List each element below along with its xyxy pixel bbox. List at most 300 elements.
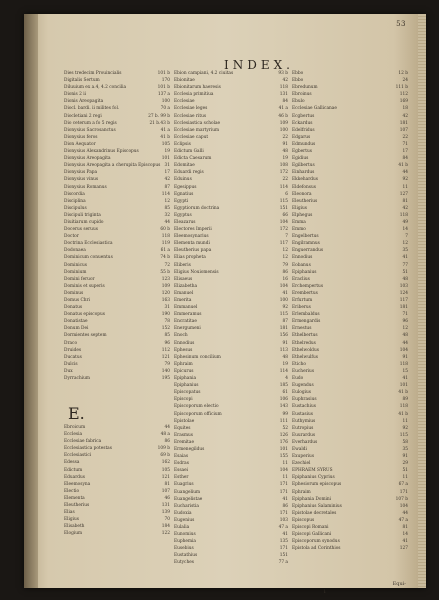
index-entry — [174, 226, 290, 233]
index-entry — [64, 481, 172, 488]
entry-term: Diocletiani 2 regi — [64, 113, 102, 119]
entry-reference: 32 — [164, 212, 170, 218]
entry-term: Dio ceterum a fo 5 regis — [64, 120, 117, 126]
entry-reference: 29 — [402, 461, 408, 467]
entry-term: Epiphanius Cyprius — [292, 475, 335, 481]
index-entry — [292, 538, 410, 545]
index-entry — [292, 134, 410, 141]
entry-reference: 118 — [161, 234, 170, 240]
index-entry — [292, 141, 410, 148]
entry-reference: 101 — [399, 383, 408, 389]
index-entry — [174, 148, 290, 155]
entry-reference: 71 — [402, 141, 408, 147]
entry-reference: 17 — [402, 149, 408, 155]
entry-term: Eraclius — [292, 276, 310, 282]
entry-reference: 152 — [161, 326, 170, 332]
entry-reference: 41 a — [278, 106, 288, 112]
index-entry — [64, 375, 172, 382]
entry-reference: 190 — [161, 312, 170, 318]
index-entry — [174, 127, 290, 134]
entry-term: Dionis Areopagita — [64, 99, 104, 105]
entry-term: Ezechiel — [292, 461, 311, 467]
index-entry — [174, 254, 290, 261]
entry-term: Eldefonsus — [292, 184, 316, 190]
index-entry — [174, 311, 290, 318]
entry-term: Ephesiorum episcopus — [292, 482, 342, 488]
entry-term: Dionysius Papa — [64, 170, 98, 176]
page-edge — [418, 14, 426, 588]
index-entry — [64, 438, 172, 445]
entry-term: Eleemosyna — [64, 481, 91, 487]
entry-reference: 58 — [402, 439, 408, 445]
index-entry — [174, 269, 290, 276]
index-entry — [292, 226, 410, 233]
index-entry — [64, 184, 172, 191]
index-entry — [64, 297, 172, 304]
index-entry — [292, 162, 410, 169]
index-entry — [64, 169, 172, 176]
entry-term: Eustachius — [292, 404, 316, 410]
entry-reference: 105 — [161, 467, 170, 473]
entry-reference: 84 — [402, 156, 408, 162]
index-entry — [64, 488, 172, 495]
index-entry — [174, 155, 290, 162]
index-entry — [174, 212, 290, 219]
index-entry — [174, 191, 290, 198]
entry-term: Eugenius — [174, 517, 195, 523]
entry-reference: 92 — [402, 425, 408, 431]
entry-reference: 172 — [279, 170, 288, 176]
index-entry — [64, 467, 172, 474]
index-entry — [64, 134, 172, 141]
entry-reference: 91 — [282, 141, 288, 147]
index-entry — [174, 453, 290, 460]
entry-reference: 11 — [282, 461, 288, 467]
entry-reference: 89 — [402, 397, 408, 403]
entry-reference: 181 — [399, 120, 408, 126]
index-entry — [64, 311, 172, 318]
index-entry — [174, 432, 290, 439]
entry-term: Erchempertus — [292, 283, 324, 289]
entry-reference: 69 b — [160, 453, 170, 459]
entry-reference: 60 b — [160, 227, 170, 233]
entry-reference: 109 — [161, 283, 170, 289]
entry-reference: 101 — [279, 446, 288, 452]
entry-reference: 118 — [399, 212, 408, 218]
entry-reference: 72 — [164, 262, 170, 268]
index-entry — [292, 453, 410, 460]
entry-term: Ebbo — [292, 78, 304, 84]
entry-term: Eclipsis — [174, 141, 191, 147]
index-entry — [292, 389, 410, 396]
entry-term: Esdras — [174, 461, 189, 467]
entry-reference: 77 a — [278, 560, 288, 566]
entry-reference: 66 — [282, 212, 288, 218]
index-entry — [174, 283, 290, 290]
index-entry — [64, 452, 172, 459]
index-entry — [174, 474, 290, 481]
entry-reference: 11 — [402, 184, 408, 190]
entry-term: Elias propheta — [174, 255, 206, 261]
entry-reference: 115 — [279, 312, 288, 318]
entry-reference: 41 a — [160, 127, 170, 133]
entry-reference: 31 — [164, 305, 170, 311]
index-entry — [292, 396, 410, 403]
index-entry — [292, 418, 410, 425]
entry-term: Ethelbertus — [292, 333, 318, 339]
entry-reference: 31 — [164, 163, 170, 169]
entry-reference: 41 b — [398, 390, 408, 396]
entry-term: Egyptiorum doctrina — [174, 205, 220, 211]
index-entry — [292, 361, 410, 368]
entry-term: Ecclesiastici — [64, 453, 92, 459]
entry-term: Epiphanius — [174, 383, 199, 389]
entry-term: Eusebius — [174, 546, 194, 552]
entry-reference: 171 — [279, 510, 288, 516]
entry-term: Eucharistia — [174, 503, 199, 509]
entry-reference: 19 — [282, 156, 288, 162]
index-entry — [64, 474, 172, 481]
entry-reference: 48 a — [160, 432, 170, 438]
entry-term: Emmeramus — [174, 312, 202, 318]
entry-term: Eustathius — [174, 553, 198, 559]
catchword: Equi- — [392, 581, 406, 587]
entry-reference: 112 — [399, 92, 408, 98]
entry-reference: 12 — [282, 255, 288, 261]
index-entry — [174, 247, 290, 254]
entry-reference: 41 b — [398, 411, 408, 417]
entry-term: Dionysius Alexandrinus Episcopus — [64, 149, 139, 155]
entry-reference: 51 — [402, 269, 408, 275]
entry-term: Eligius — [64, 517, 79, 523]
index-entry — [64, 141, 172, 148]
entry-term: Ennodius — [174, 340, 195, 346]
entry-term: Ermengardis — [292, 319, 321, 325]
entry-term: Eticho — [292, 361, 306, 367]
entry-reference: 85 — [164, 205, 170, 211]
entry-term: Dyrrachium — [64, 376, 90, 382]
index-entry — [292, 176, 410, 183]
index-entry — [292, 531, 410, 538]
index-entry — [174, 233, 290, 240]
entry-reference: 109 — [279, 120, 288, 126]
index-entry — [174, 240, 290, 247]
entry-term: Epistolae — [174, 418, 195, 424]
entry-term: Erembertus — [292, 290, 318, 296]
index-entry — [174, 503, 290, 510]
entry-reference: 113 — [279, 347, 288, 353]
entry-term: Euangelistae — [174, 496, 203, 502]
entry-term: Egnatius — [174, 191, 194, 197]
index-entry — [64, 347, 172, 354]
entry-term: Eriberus — [292, 305, 311, 311]
index-entry — [174, 347, 290, 354]
index-entry — [64, 148, 172, 155]
entry-reference: 14 — [402, 227, 408, 233]
entry-reference: 108 — [279, 163, 288, 169]
index-entry — [64, 176, 172, 183]
entry-term: Dodonaea — [64, 248, 86, 254]
index-entry — [292, 311, 410, 318]
entry-reference: 100 — [279, 127, 288, 133]
entry-reference: 24 — [402, 78, 408, 84]
entry-reference: 114 — [279, 184, 288, 190]
entry-reference: 91 — [402, 354, 408, 360]
entry-term: Eulalia — [174, 525, 190, 530]
entry-reference: 93 b — [278, 71, 288, 76]
entry-term: Ecclesiae Gallicanae — [292, 106, 337, 112]
index-entry — [174, 403, 290, 410]
entry-term: Enguerrandus — [292, 248, 324, 254]
index-entry — [64, 162, 172, 169]
entry-term: Epiphanius Salaminius — [292, 503, 342, 509]
entry-term: Diuitiarum cupido — [64, 219, 104, 225]
entry-term: Emma — [292, 219, 306, 225]
entry-reference: 41 — [282, 496, 288, 502]
entry-reference: 48 — [282, 149, 288, 155]
index-column-1 — [64, 70, 172, 382]
index-entry — [292, 489, 410, 496]
index-entry — [292, 191, 410, 198]
entry-term: Dormientes septem — [64, 333, 107, 339]
entry-term: Ephesinum concilium — [174, 354, 221, 360]
index-entry — [292, 524, 410, 531]
entry-reference: 117 — [399, 298, 408, 303]
entry-reference: 111 — [279, 418, 288, 424]
entry-term: Disciplina — [64, 198, 86, 204]
entry-reference: 131 — [161, 503, 170, 509]
entry-term: Ebbo — [292, 71, 304, 76]
entry-reference: 22 — [402, 134, 408, 140]
index-entry — [292, 403, 410, 410]
entry-reference: 22 — [282, 177, 288, 183]
index-entry — [292, 496, 410, 503]
entry-reference: 118 — [399, 404, 408, 410]
index-entry — [292, 269, 410, 276]
index-entry — [174, 205, 290, 212]
index-entry — [292, 148, 410, 155]
index-entry — [292, 382, 410, 389]
index-entry — [174, 290, 290, 297]
entry-term: Dionysius Romanus — [64, 184, 107, 190]
index-entry — [64, 91, 172, 98]
index-column-1-letter-section — [64, 424, 172, 538]
entry-term: Euphemia — [174, 539, 196, 545]
entry-term: Ecclesiae fabrica — [64, 439, 102, 445]
entry-reference: 100 — [279, 298, 288, 303]
index-entry — [292, 169, 410, 176]
entry-term: Episcopatus — [174, 390, 201, 396]
entry-term: Discipulus — [64, 205, 87, 211]
entry-term: Egbertus — [292, 149, 312, 155]
entry-reference: 7 — [285, 234, 288, 240]
entry-term: Eudo — [292, 376, 304, 382]
entry-term: Energumeni — [174, 326, 201, 332]
entry-reference: 52 — [282, 425, 288, 431]
entry-reference: 151 — [279, 205, 288, 211]
entry-reference: 12 — [164, 198, 170, 204]
entry-term: Euagrius — [174, 482, 194, 488]
entry-term: Ethelwoldus — [292, 347, 319, 353]
entry-reference: 185 — [279, 383, 288, 389]
entry-term: Egidius — [292, 156, 309, 162]
entry-term: Domus Chri — [64, 298, 90, 303]
index-entry — [174, 496, 290, 503]
index-entry — [174, 113, 290, 120]
entry-term: Emmo — [292, 227, 306, 233]
entry-reference: 115 — [399, 432, 408, 438]
entry-reference: 17 — [164, 170, 170, 176]
entry-reference: 70 — [164, 517, 170, 523]
entry-reference: 124 — [399, 290, 408, 296]
entry-reference: 118 — [399, 361, 408, 367]
entry-term: Eutropius — [292, 425, 314, 431]
entry-reference: 49 — [402, 219, 408, 225]
index-entry — [64, 431, 172, 438]
entry-term: Encratitae — [174, 319, 197, 325]
entry-reference: 127 — [399, 546, 408, 552]
index-entry — [292, 113, 410, 120]
section-letter: E. — [68, 404, 85, 423]
entry-reference: 139 — [161, 510, 170, 516]
entry-reference: 143 — [279, 404, 288, 410]
entry-reference: 18 — [402, 106, 408, 112]
entry-reference: 81 — [164, 481, 170, 487]
entry-reference: 96 — [402, 319, 408, 325]
entry-reference: 121 — [161, 354, 170, 360]
entry-reference: 12 — [282, 248, 288, 254]
entry-reference: 21 b.43 b — [149, 120, 170, 126]
index-entry — [292, 247, 410, 254]
index-entry — [64, 198, 172, 205]
entry-reference: 41 — [402, 376, 408, 382]
index-column-3 — [292, 70, 410, 552]
index-entry — [64, 509, 172, 516]
entry-term: Diocl. bardi. ii milites fol. — [64, 106, 120, 112]
index-entry — [292, 474, 410, 481]
entry-term: Ecgbertus — [292, 113, 315, 119]
entry-reference: 155 — [279, 454, 288, 460]
entry-reference: 92 — [282, 305, 288, 311]
entry-reference: 96 — [164, 340, 170, 346]
entry-term: Ebion campiani, 4.2 ciuitas — [174, 71, 234, 76]
entry-term: Ebroinus — [292, 92, 312, 98]
entry-term: Egilbertus — [292, 163, 315, 169]
entry-term: Erlembaldus — [292, 312, 320, 318]
entry-term: Elizabetha — [174, 283, 198, 289]
index-entry — [292, 318, 410, 325]
entry-term: Ephraim — [292, 489, 311, 495]
index-entry — [292, 254, 410, 261]
entry-term: Dominus — [64, 290, 84, 296]
entry-term: Eleutherius — [64, 503, 90, 509]
index-entry — [292, 219, 410, 226]
index-entry — [292, 304, 410, 311]
entry-reference: 44 — [402, 510, 408, 516]
entry-reference: 48 — [282, 354, 288, 360]
entry-term: Eleutherius papa — [174, 248, 212, 254]
entry-term: Domini feruor — [64, 276, 95, 282]
entry-reference: 181 — [279, 326, 288, 332]
index-entry — [292, 340, 410, 347]
index-entry — [292, 91, 410, 98]
page-number: 53 — [396, 20, 406, 28]
entry-reference: 27 b. 99 b — [148, 113, 170, 119]
entry-reference: 42 — [164, 177, 170, 183]
entry-reference: 42 — [402, 113, 408, 119]
index-entry — [292, 503, 410, 510]
entry-reference: 67 a — [398, 482, 408, 488]
entry-reference: 100 — [161, 99, 170, 105]
entry-term: Edelfridus — [292, 127, 315, 133]
entry-reference: 46 b — [278, 113, 288, 119]
entry-reference: 107 — [161, 488, 170, 494]
entry-term: Dux — [64, 368, 73, 374]
entry-term: Eucherius — [292, 368, 315, 374]
entry-reference: 41 b — [398, 163, 408, 169]
entry-reference: 171 — [279, 546, 288, 552]
entry-reference: 92 — [402, 177, 408, 183]
entry-term: Esther — [174, 475, 189, 481]
entry-term: Eutyches — [174, 560, 194, 566]
entry-term: Episcoporum synodus — [292, 539, 340, 545]
entry-term: Eduardi regis — [174, 170, 204, 176]
index-entry — [292, 262, 410, 269]
index-entry — [292, 84, 410, 91]
entry-reference: 22 — [282, 134, 288, 140]
entry-reference: 137 a — [157, 92, 170, 98]
entry-term: Ennodius — [292, 255, 313, 261]
entry-reference: 35 — [402, 446, 408, 452]
index-entry — [174, 538, 290, 545]
entry-term: Ernestus — [292, 326, 312, 332]
index-entry — [292, 510, 410, 517]
index-entry — [292, 212, 410, 219]
index-entry — [292, 290, 410, 297]
index-entry — [174, 262, 290, 269]
entry-reference: 131 — [279, 92, 288, 98]
entry-term: Dominis et superis — [64, 283, 105, 289]
entry-reference: 87 — [282, 319, 288, 325]
entry-term: Docerus seruus — [64, 227, 98, 233]
index-entry — [174, 276, 290, 283]
entry-reference: 16 — [282, 276, 288, 282]
index-entry — [64, 120, 172, 127]
entry-term: Episcopi Romani — [292, 525, 329, 530]
entry-term: Electores Imperii — [174, 227, 212, 233]
entry-reference: 4 — [285, 376, 288, 382]
index-entry — [292, 233, 410, 240]
entry-term: Ewaldi — [292, 446, 307, 452]
entry-reference: 47 a — [278, 525, 288, 530]
index-entry — [292, 467, 410, 474]
index-entry — [64, 354, 172, 361]
entry-reference: 51 — [402, 468, 408, 474]
index-entry — [174, 531, 290, 538]
entry-term: Enoch — [174, 333, 188, 339]
entry-reference: 117 — [279, 241, 288, 247]
entry-reference: 19 — [282, 361, 288, 367]
entry-term: Donatistae — [64, 319, 88, 325]
running-header — [24, 20, 426, 36]
entry-reference: 15 — [402, 368, 408, 374]
index-entry — [174, 559, 290, 566]
index-entry — [64, 254, 172, 261]
entry-term: Ecclesiae — [174, 99, 195, 105]
entry-reference: 140 — [161, 368, 170, 374]
index-entry — [64, 205, 172, 212]
index-entry — [292, 127, 410, 134]
